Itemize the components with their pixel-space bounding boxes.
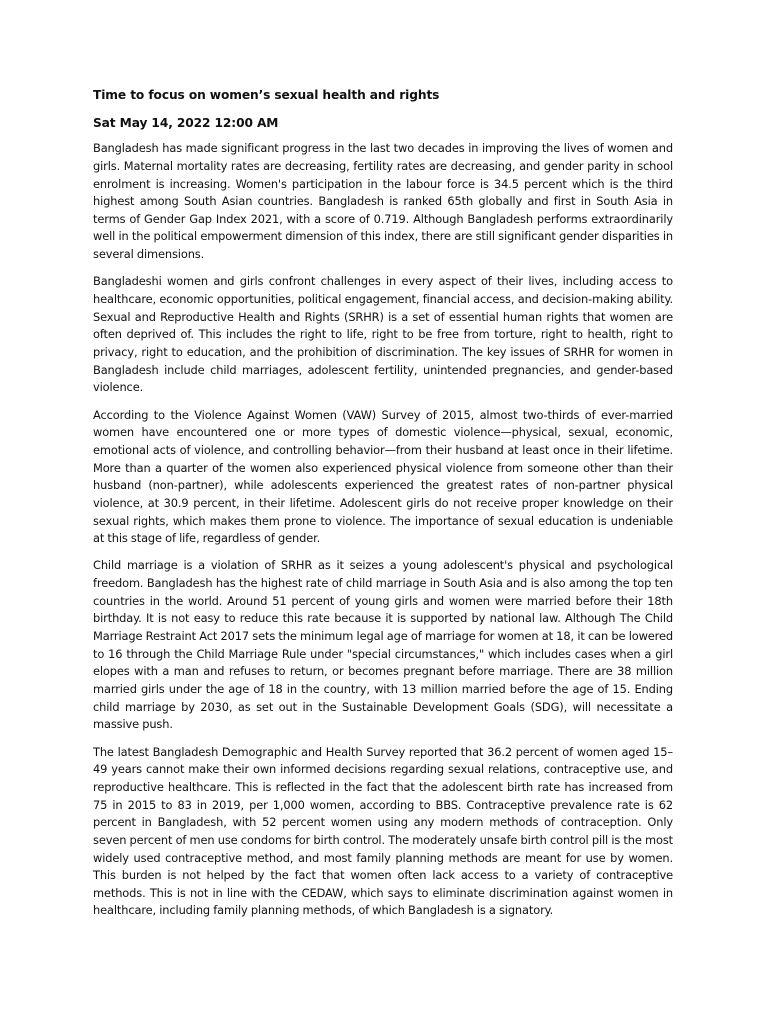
article-date: Sat May 14, 2022 12:00 AM bbox=[93, 115, 279, 130]
paragraph-5: The latest Bangladesh Demographic and Health Survey reported that 36.2 percent of women aged 15–49 years cannot make their own informed decisions regarding sexual relations, contraceptive use, and reproductive healthcare. This is reflected in the fact that the adolescent birth rate has increased from 75 in 2015 to 83 in 2019, per 1,000 women, according to BBS. Contraceptive prevalence rate is 62 percent in Bangladesh, with 52 percent women using any modern methods of contraception. Only seven percent of men use condoms for birth control. The moderately unsafe birth control pill is the most widely used contraceptive method, and most family planning methods are meant for use by women. This burden is not helped by the fact that women often lack access to a variety of contraceptive methods. This is not in line with the CEDAW, which says to eliminate discrimination against women in healthcare, including family planning methods, of which Bangladesh is a signatory. bbox=[93, 744, 673, 918]
paragraph-4: Child marriage is a violation of SRHR as it seizes a young adolescent's physical and psychological freedom. Bangladesh has the highest rate of child marriage in South Asia and is also among the top ten countries in the world. Around 51 percent of young girls and women were married before their 18th birthday. It is not easy to reduce this rate because it is supported by national law. Although The Child Marriage Restraint Act 2017 sets the minimum legal age of marriage for women at 18, it can be lowered to 16 through the Child Marriage Rule under "special circumstances," which includes cases when a girl elopes with a man and refuses to return, or becomes pregnant before marriage. There are 38 million married girls under the age of 18 in the country, with 13 million married before the age of 15. Ending child marriage by 2030, as set out in the Sustainable Development Goals (SDG), will necessitate a massive push. bbox=[93, 558, 673, 732]
paragraph-3: According to the Violence Against Women (VAW) Survey of 2015, almost two-thirds of ever-married women have encountered one or more types of domestic violence—physical, sexual, economic, emotional acts of violence, and controlling behavior—from their husband at least once in their lifetime. More than a quarter of the women also experienced physical violence from someone other than their husband (non-partner), while adolescents experienced the greatest rates of non-partner physical violence, at 30.9 percent, in their lifetime. Adolescent girls do not receive proper knowledge on their sexual rights, which makes them prone to violence. The importance of sexual education is undeniable at this stage of life, regardless of gender. bbox=[93, 407, 673, 546]
paragraph-2: Bangladeshi women and girls confront challenges in every aspect of their lives, including access to healthcare, economic opportunities, political engagement, financial access, and decision-making ability. Sexual and Reproductive Health and Rights (SRHR) is a set of essential human rights that women are often deprived of. This includes the right to life, right to be free from torture, right to health, right to privacy, right to education, and the prohibition of discrimination. The key issues of SRHR for women in Bangladesh include child marriages, adolescent fertility, unintended pregnancies, and gender-based violence. bbox=[93, 274, 673, 395]
paragraph-1: Bangladesh has made significant progress in the last two decades in improving the lives of women and girls. Maternal mortality rates are decreasing, fertility rates are decreasing, and gender parity in school enrolment is increasing. Women's participation in the labour force is 34.5 percent which is the third highest among South Asian countries. Bangladesh is ranked 65th globally and first in South Asia in terms of Gender Gap Index 2021, with a score of 0.719. Although Bangladesh performs extraordinarily well in the political empowerment dimension of this index, there are still significant gender disparities in several dimensions. bbox=[93, 141, 673, 262]
document-page bbox=[93, 87, 673, 930]
article-title: Time to focus on women’s sexual health and rights bbox=[93, 88, 440, 102]
